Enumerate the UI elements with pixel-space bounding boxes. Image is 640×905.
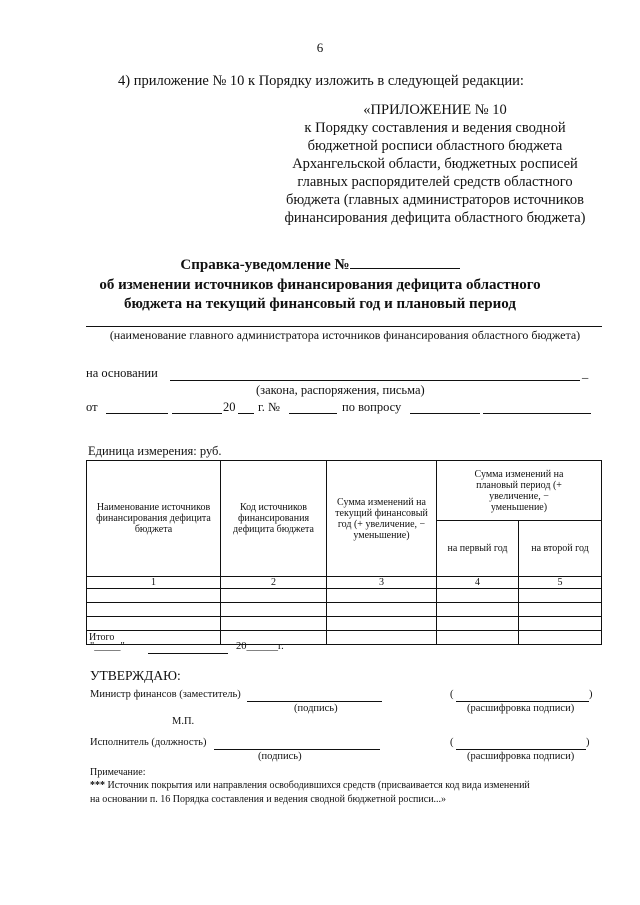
- question-field-extra[interactable]: [483, 413, 591, 414]
- date-small-month-field[interactable]: [148, 653, 228, 654]
- basis-label: на основании: [86, 366, 158, 380]
- changes-table: [86, 460, 602, 645]
- minister-label: Министр финансов (заместитель): [90, 689, 241, 700]
- executor-decode-field[interactable]: [456, 749, 586, 750]
- total-row: [87, 631, 602, 645]
- executor-decode-open: (: [450, 737, 454, 748]
- table-cell[interactable]: [327, 589, 437, 603]
- table-row: [87, 589, 602, 603]
- appendix-header: [250, 101, 620, 227]
- date-number-field[interactable]: [289, 413, 337, 414]
- date-day-field[interactable]: [106, 413, 168, 414]
- date-from-label: от: [86, 400, 98, 414]
- appendix-line: главных распорядителей средств областного: [297, 174, 573, 190]
- table-cell[interactable]: [221, 617, 327, 631]
- header-source-name: Наименование источников финансирования дефицита бюджета: [87, 461, 221, 577]
- header-planned-period: Сумма изменений на плановый период (+ увеличение, − уменьшение): [437, 461, 602, 521]
- table-cell[interactable]: [87, 617, 221, 631]
- date-small-year: 20______г.: [236, 641, 284, 652]
- table-cell[interactable]: [519, 589, 602, 603]
- title-line: бюджета на текущий финансовый год и плановый период: [124, 296, 516, 312]
- total-label: Итого: [87, 631, 221, 645]
- table-cell[interactable]: [327, 603, 437, 617]
- basis-trailing: _: [582, 366, 589, 380]
- appendix-line: бюджета (главных администраторов источников: [286, 192, 584, 208]
- approve-heading: УТВЕРЖДАЮ:: [90, 668, 181, 683]
- intro-paragraph: 4) приложение № 10 к Порядку изложить в следующей редакции:: [118, 73, 524, 89]
- table-cell[interactable]: [519, 617, 602, 631]
- table-row: [87, 603, 602, 617]
- stamp-mark: М.П.: [172, 716, 195, 727]
- table-cell[interactable]: [221, 589, 327, 603]
- appendix-line: финансирования дефицита областного бюджета): [284, 210, 586, 226]
- header-first-year: на первый год: [437, 521, 519, 577]
- minister-decode-field[interactable]: [456, 701, 589, 702]
- minister-decode-open: (: [450, 689, 454, 700]
- basis-caption: (закона, распоряжения, письма): [256, 383, 425, 397]
- note-text: Источник покрытия или направления освободившихся средств (присваивается код вида изменений: [105, 780, 530, 791]
- executor-decode-caption: (расшифровка подписи): [467, 751, 575, 762]
- table-cell[interactable]: [437, 603, 519, 617]
- table-cell[interactable]: [519, 631, 602, 645]
- header-second-year: на второй год: [519, 521, 602, 577]
- minister-signature-field[interactable]: [247, 701, 382, 702]
- admin-name-line[interactable]: [86, 326, 602, 327]
- question-label: по вопросу: [342, 400, 402, 414]
- column-number: 1: [87, 577, 221, 589]
- date-year-prefix: 20: [223, 400, 236, 414]
- minister-decode-close: ): [589, 689, 593, 700]
- title-line: об изменении источников финансирования дефицита областного: [99, 276, 541, 293]
- date-month-field[interactable]: [172, 413, 222, 414]
- note-line: [90, 780, 530, 791]
- table-cell[interactable]: [437, 589, 519, 603]
- executor-decode-close: ): [586, 737, 590, 748]
- table-cell[interactable]: [87, 603, 221, 617]
- minister-decode-caption: (расшифровка подписи): [467, 703, 575, 714]
- date-year-field[interactable]: [238, 413, 254, 414]
- page-number: 6: [316, 40, 324, 55]
- table-row: [87, 617, 602, 631]
- title-number-field[interactable]: [350, 268, 460, 269]
- table-cell[interactable]: [519, 603, 602, 617]
- basis-field[interactable]: [170, 380, 580, 381]
- header-source-code: Код источников финансирования дефицита бюджета: [221, 461, 327, 577]
- executor-signature-field[interactable]: [214, 749, 380, 750]
- table-cell[interactable]: [437, 617, 519, 631]
- note-line: на основании п. 16 Порядка составления и ведения сводной бюджетной росписи...»: [90, 794, 447, 805]
- table-cell[interactable]: [327, 631, 437, 645]
- table-cell[interactable]: [87, 589, 221, 603]
- table-cell[interactable]: [221, 603, 327, 617]
- appendix-line: Архангельской области, бюджетных росписей: [292, 156, 578, 172]
- note-marker: ***: [90, 780, 105, 791]
- minister-signature-caption: (подпись): [294, 703, 338, 714]
- header-current-year: Сумма изменений на текущий финансовый год (+ увеличение, − уменьшение): [327, 461, 437, 577]
- column-number: 4: [437, 577, 519, 589]
- column-number: 2: [221, 577, 327, 589]
- document-title: [0, 256, 640, 315]
- unit-label: Единица измерения: руб.: [88, 444, 222, 458]
- appendix-line: «ПРИЛОЖЕНИЕ № 10: [363, 102, 507, 118]
- appendix-line: к Порядку составления и ведения сводной: [304, 120, 566, 136]
- date-small-quote: "_____": [90, 641, 125, 652]
- question-field[interactable]: [410, 413, 480, 414]
- date-number-label: г. №: [258, 400, 280, 414]
- admin-name-caption: (наименование главного администратора источников финансирования областного бюджета): [109, 328, 581, 342]
- column-number: 5: [519, 577, 602, 589]
- appendix-line: бюджетной росписи областного бюджета: [307, 138, 563, 154]
- table-cell[interactable]: [327, 617, 437, 631]
- title-number-label: Справка-уведомление №: [180, 257, 350, 273]
- executor-signature-caption: (подпись): [258, 751, 302, 762]
- note-heading: Примечание:: [90, 767, 146, 778]
- table-cell[interactable]: [437, 631, 519, 645]
- executor-label: Исполнитель (должность): [90, 737, 207, 748]
- column-number: 3: [327, 577, 437, 589]
